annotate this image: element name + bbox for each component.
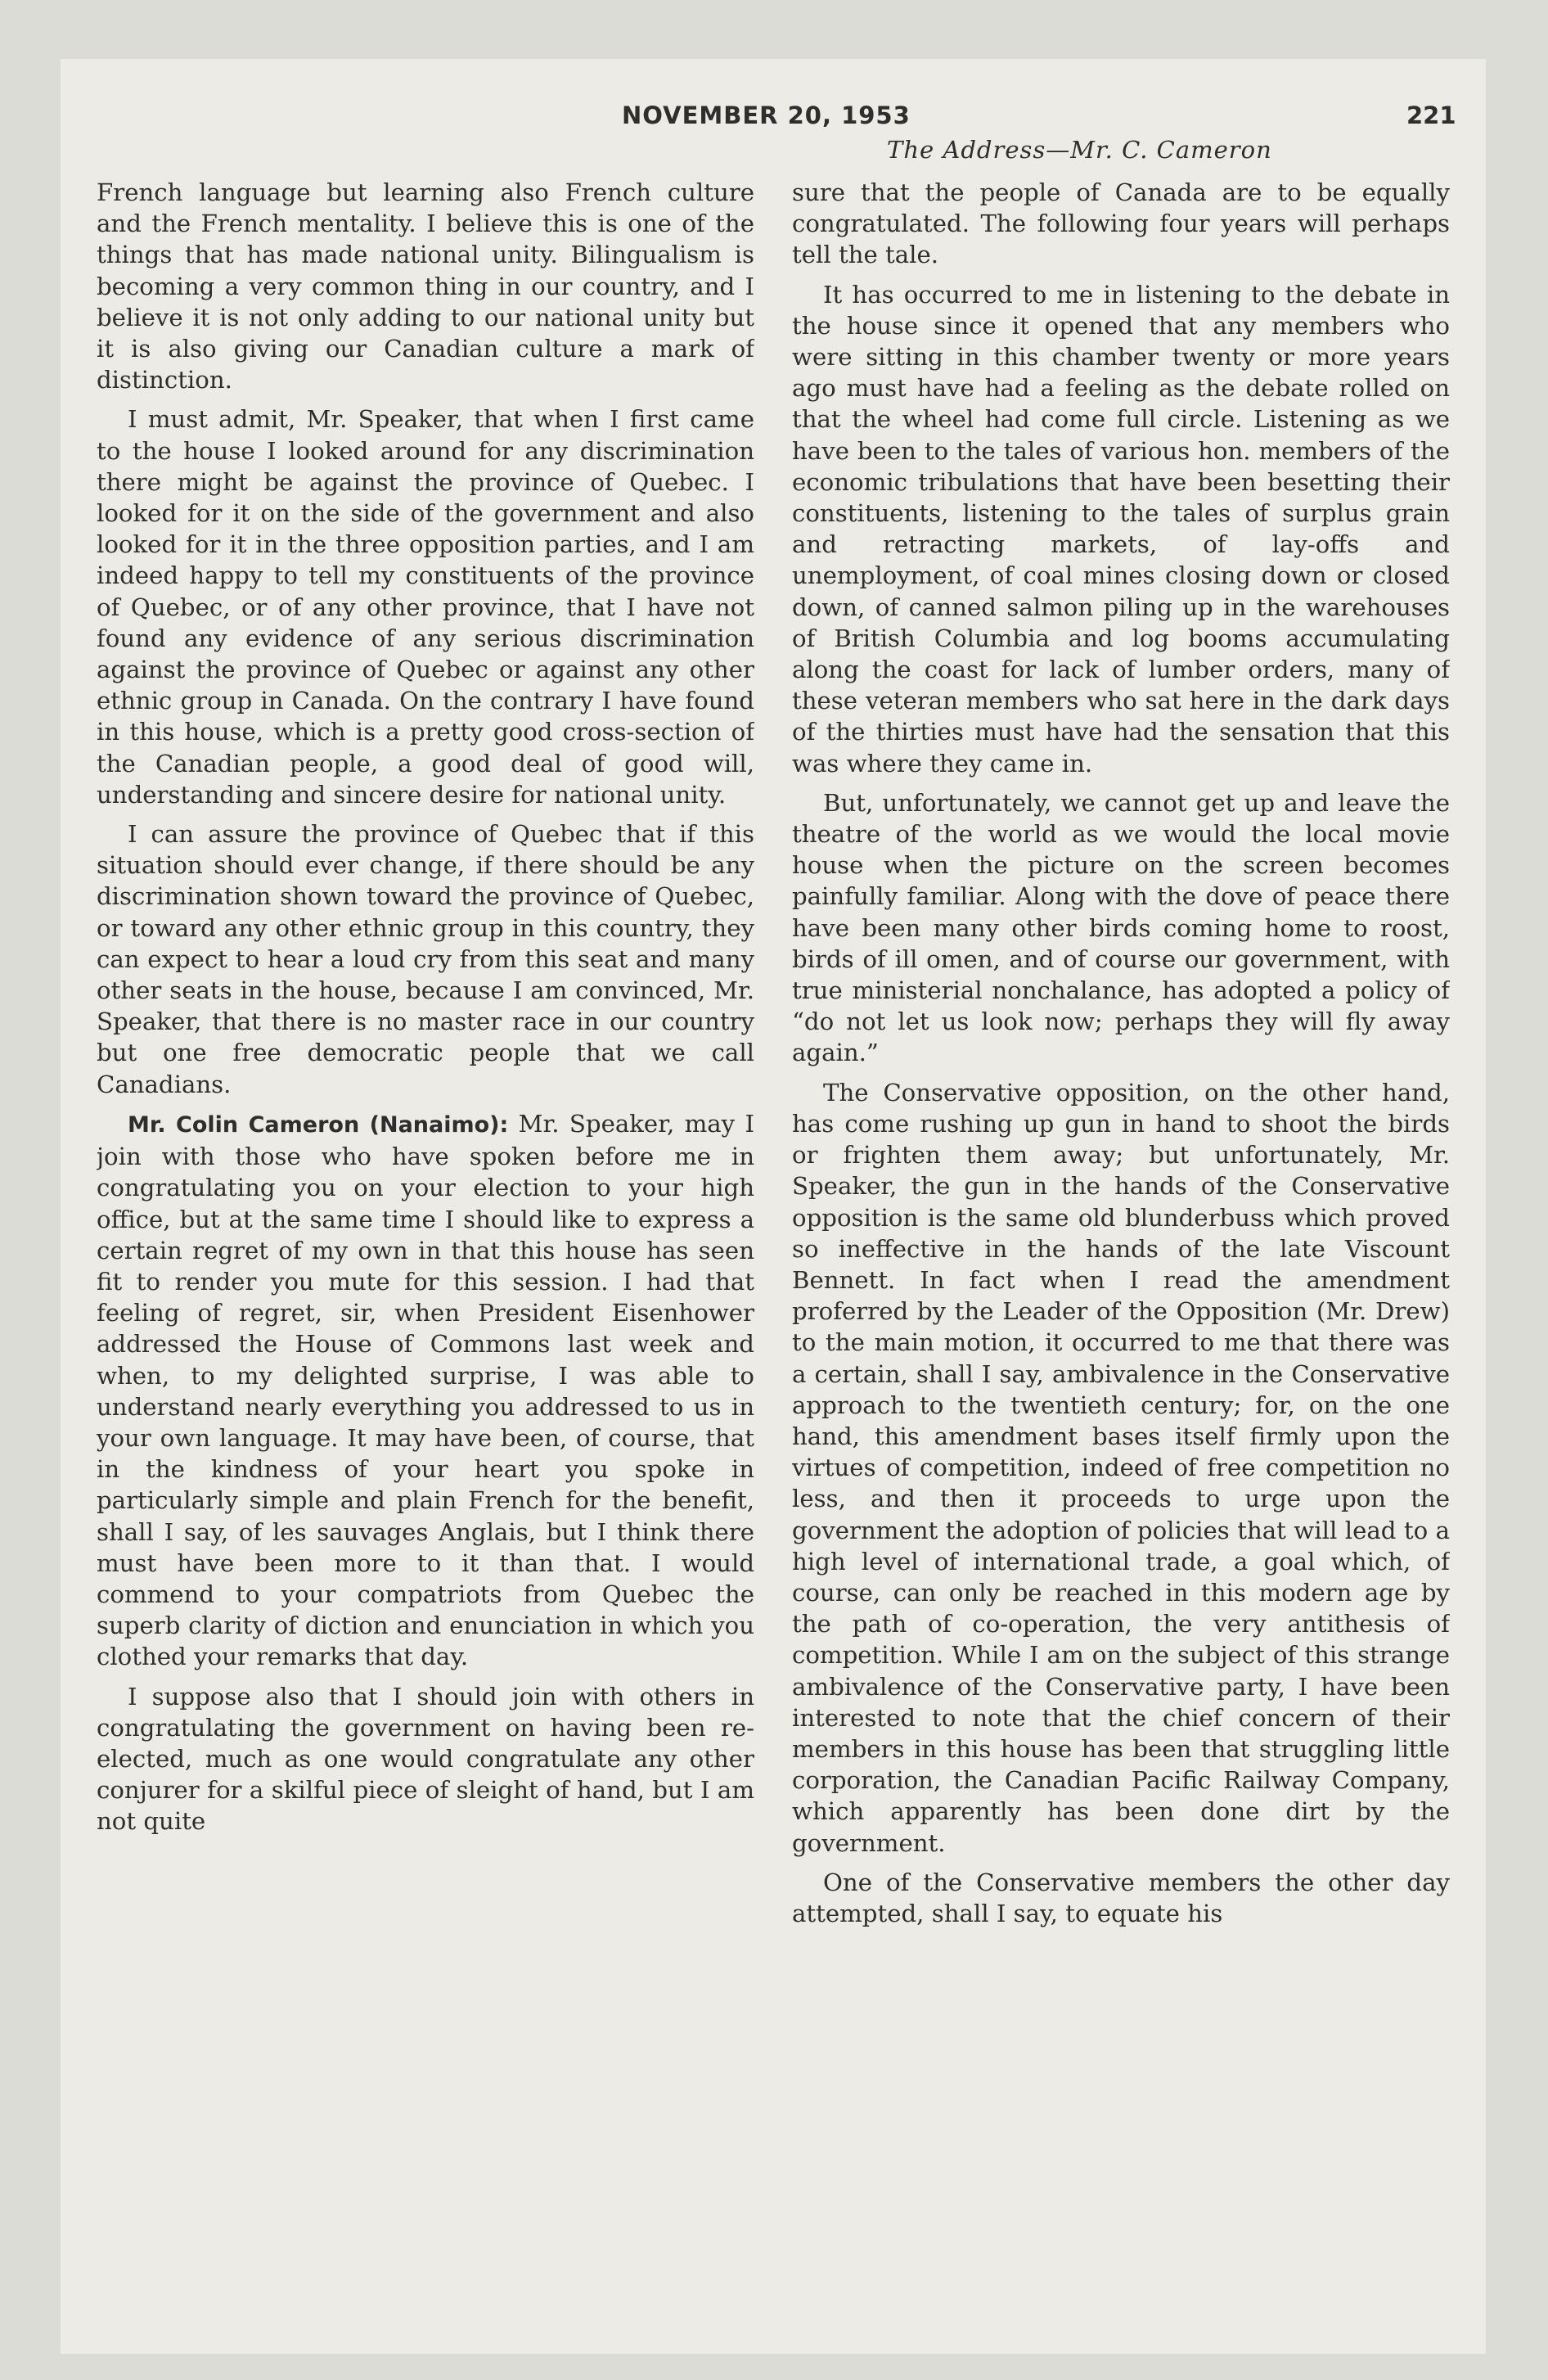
paragraph: It has occurred to me in listening to the debate in the house since it opened that any members who were sitting in this chamber twenty or more years ago must have had a feeling as the debate rolled on that the wheel had come full circle. Listening as we have been to the tales of various hon. members of the economic tribulations that have been besetting their constituents, listening to the tales of surplus grain and retracting markets, of lay-offs and unemployment, of coal mines closing down or closed down, of canned salmon piling up in the warehouses of British Columbia and log booms accumulating along the coast for lack of lumber orders, many of these veteran members who sat here in the dark days of the thirties must have had the sensation that this was where they came in.: [792, 280, 1450, 778]
paragraph: The Conservative opposition, on the other hand, has come rushing up gun in hand to shoot the birds or frighten them away; but unfortunately, Mr. Speaker, the gun in the hands of the Conservative opposition is the same old blunderbuss which proved so ineffective in the hands of the late Viscount Bennett. In fact when I read the amendment proferred by the Leader of the Opposition (Mr. Drew) to the main motion, it occurred to me that there was a certain, shall I say, ambivalence in the Conservative approach to the twentieth century; for, on the one hand, this amendment bases itself firmly upon the virtues of competition, indeed of free competition no less, and then it proceeds to urge upon the government the adoption of policies that will lead to a high level of international trade, a goal which, of course, can only be reached in this modern age by the path of co-operation, the very antithesis of competition. While I am on the subject of this strange ambivalence of the Conservative party, I have been interested to note that the chief concern of their members in this house has been that struggling little corporation, the Canadian Pacific Railway Company, which apparently has been done dirt by the government.: [792, 1078, 1450, 1857]
speaker-name: Mr. Colin Cameron (Nanaimo):: [128, 1111, 509, 1138]
left-column: [97, 177, 754, 2272]
paragraph: I suppose also that I should join with others in congratulating the government on having been re-elected, much as one would congratulate any other conjurer for a skilful piece of sleight of hand, but I am not quite: [97, 1682, 754, 1836]
document-page: [61, 59, 1486, 2354]
paragraph: sure that the people of Canada are to be equally congratulated. The following four years will perhaps tell the tale.: [792, 178, 1450, 269]
paragraph: I can assure the province of Quebec that if this situation should ever change, if there should be any discrimination shown toward the province of Quebec, or toward any other ethnic group in this country, they can expect to hear a loud cry from this seat and many other seats in the house, because I am convinced, Mr. Speaker, that there is no master race in our country but one free democratic people that we call Canadians.: [97, 820, 754, 1098]
paragraph: But, unfortunately, we cannot get up and leave the theatre of the world as we would the local movie house when the picture on the screen becomes painfully familiar. Along with the dove of peace there have been many other birds coming home to roost, birds of ill omen, and of course our government, with true ministerial nonchalance, has adopted a policy of “do not let us look now; perhaps they will fly away again.”: [792, 788, 1450, 1067]
right-column: [792, 177, 1450, 2272]
paragraph: French language but learning also French culture and the French mentality. I believe this is one of the things that has made national unity. Bilingualism is becoming a very common thing in our country, and I believe it is not only adding to our national unity but it is also giving our Canadian culture a mark of distinction.: [97, 178, 754, 394]
paragraph: I must admit, Mr. Speaker, that when I first came to the house I looked around for any discrimination there might be against the province of Quebec. I looked for it on the side of the government and also looked for it in the three opposition parties, and I am indeed happy to tell my constituents of the province of Quebec, or of any other province, that I have not found any evidence of any serious discrimination against the province of Quebec or against any other ethnic group in Canada. On the contrary I have found in this house, which is a pretty good cross-section of the Canadian people, a good deal of good will, understanding and sincere desire for national unity.: [97, 405, 754, 809]
page-number: 221: [1406, 101, 1456, 129]
speech-text: Mr. Speaker, may I join with those who have spoken before me in congratulating you on your election to your high office, but at the same time I should like to express a certain regret of my own in that this house has seen fit to render you mute for this session. I had that feeling of regret, sir, when President Eisenhower addressed the House of Commons last week and when, to my delighted surprise, I was able to understand nearly everything you addressed to us in your own language. It may have been, of course, that in the kindness of your heart you spoke in particularly simple and plain French for the benefit, shall I say, of les sauvages Anglais, but I think there must have been more to it than that. I would commend to your compatriots from Quebec the superb clarity of diction and enunciation in which you clothed your remarks that day.: [97, 1109, 754, 1671]
running-head: The Address—Mr. C. Cameron: [887, 136, 1272, 164]
paragraph: One of the Conservative members the other day attempted, shall I say, to equate his: [792, 1868, 1450, 1927]
header-date: NOVEMBER 20, 1953: [622, 101, 911, 129]
paragraph: [97, 1108, 754, 1673]
